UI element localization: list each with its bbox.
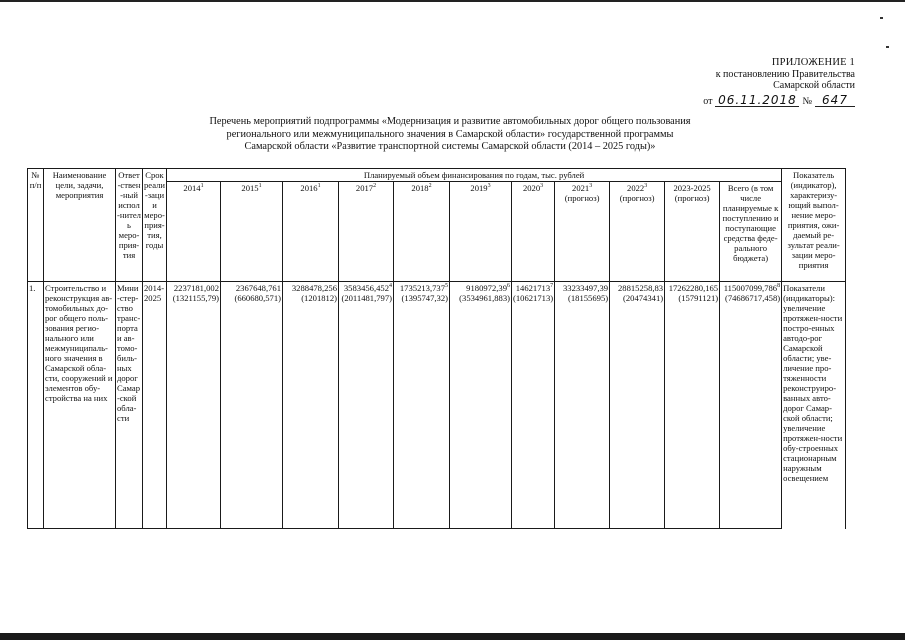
number-prefix: № bbox=[802, 95, 812, 107]
appendix-block bbox=[635, 57, 855, 107]
header-row-1 bbox=[28, 169, 846, 182]
appendix-dateline bbox=[635, 94, 855, 108]
value-cell: 33233497,39 (18155695) bbox=[555, 282, 610, 529]
scan-speck bbox=[880, 17, 883, 19]
row-name: Строительство и реконструкция ав-томобильных до-рог общего поль-зования регио-нального или межмуниципаль-ного значения в Самарской обла-сти, сооружений и элементов обу-стройства на них bbox=[44, 282, 116, 529]
measures-table bbox=[27, 168, 846, 529]
value-cell: 9180972,39$^6$ (3534961,883) bbox=[450, 282, 512, 529]
value-cell: 17262280,165 (15791121) bbox=[665, 282, 720, 529]
year-header: 2015$^1$ bbox=[221, 182, 283, 282]
year-header: 2019$^3$ bbox=[450, 182, 512, 282]
appendix-line-1: к постановлению Правительства bbox=[715, 68, 855, 80]
year-header: 2023-2025 (прогноз) bbox=[665, 182, 720, 282]
header-num: № п/п bbox=[28, 169, 44, 282]
date-prefix: от bbox=[703, 95, 713, 107]
appendix-line-2: Самарской области bbox=[773, 80, 855, 91]
header-indicator: Показатель (индикатор), характеризу-ющий выпол-нение меро-приятия, ожи-даемый ре-зультат реали-зации меро-приятия bbox=[782, 169, 846, 282]
header-funding: Планируемый объем финансирования по годам, тыс. рублей bbox=[167, 169, 782, 182]
appendix-title: ПРИЛОЖЕНИЕ 1 bbox=[771, 57, 855, 68]
header-term: Срок реали-зации меро-прия-тия, годы bbox=[143, 169, 167, 282]
year-header: 2017$^2$ bbox=[339, 182, 394, 282]
year-header: 2014$^1$ bbox=[167, 182, 221, 282]
row-indicator: Показатели (индикаторы): увеличение протяжен-ности постро-енных автодо-рог Самарской области; уве-личение про-тяженности реконструиро-ванных авто-дорог Самар-ской области; увеличение протяжен-ности обу-строенных стационарным наружным освещением bbox=[782, 282, 846, 529]
year-header: 2016$^1$ bbox=[283, 182, 339, 282]
value-cell: 28815258,83 (20474341) bbox=[610, 282, 665, 529]
handwritten-number: 647 bbox=[815, 94, 855, 107]
title-line-1: Перечень мероприятий подпрограммы «Модернизация и развитие автомобильных дорог общего пользования bbox=[209, 116, 691, 127]
year-header: 2022$^3$ (прогноз) bbox=[610, 182, 665, 282]
value-cell: 2237181,002 (1321155,79) bbox=[167, 282, 221, 529]
year-header: 2020$^3$ bbox=[512, 182, 555, 282]
header-responsible: Ответ-ствен-ный испол-нитель меро-прия-тия bbox=[116, 169, 143, 282]
value-cell: 3288478,256 (1201812) bbox=[283, 282, 339, 529]
header-name: Наименование цели, задачи, мероприятия bbox=[44, 169, 116, 282]
total-header: Всего (в том числе планируемые к поступлению и поступающие средства феде-рального бюджета) bbox=[720, 182, 782, 282]
scan-top-edge bbox=[0, 0, 905, 2]
handwritten-date: 06.11.2018 bbox=[715, 94, 799, 107]
total-cell: 115007099,786$^8$ (74686717,458) bbox=[720, 282, 782, 529]
value-cell: 1735213,737$^5$ (1395747,32) bbox=[394, 282, 450, 529]
row-term: 2014-2025 bbox=[143, 282, 167, 529]
value-cell: 2367648,761 (660680,571) bbox=[221, 282, 283, 529]
document-title bbox=[190, 116, 710, 154]
year-header: 2018$^2$ bbox=[394, 182, 450, 282]
scan-speck bbox=[886, 46, 889, 48]
row-responsible: Мини-стер-ство транс-порта и ав-томо-биль-ных дорог Самар-ской обла-сти bbox=[116, 282, 143, 529]
value-cell: 3583456,452$^4$ (2011481,797) bbox=[339, 282, 394, 529]
row-num: 1. bbox=[28, 282, 44, 529]
value-cell: 14621713$^7$ (10621713) bbox=[512, 282, 555, 529]
year-header: 2021$^3$ (прогноз) bbox=[555, 182, 610, 282]
scan-bottom-edge bbox=[0, 633, 905, 640]
title-line-2: регионального или межмуниципального значения в Самарской области» государственной программы bbox=[226, 128, 674, 140]
title-line-3: Самарской области «Развитие транспортной системы Самарской области (2014 – 2025 годы)» bbox=[244, 141, 656, 152]
table-row bbox=[28, 282, 846, 529]
